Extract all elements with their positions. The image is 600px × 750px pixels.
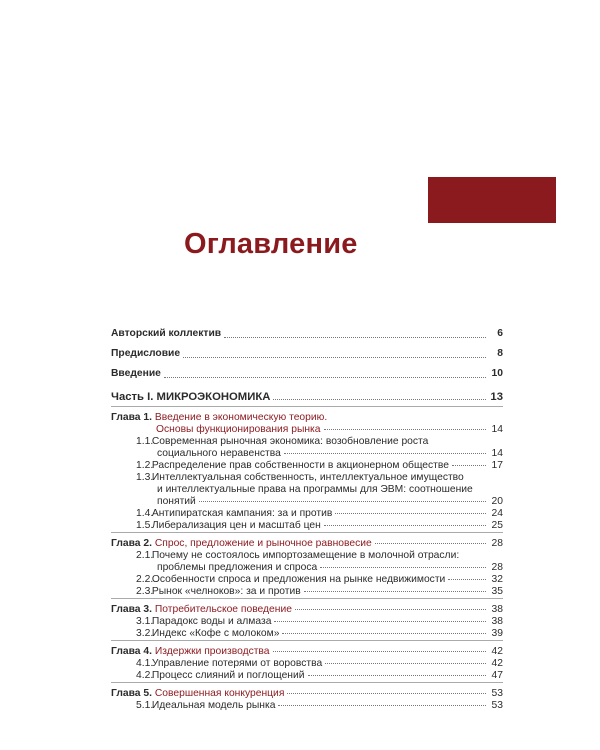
chapter-prefix: Глава 4. xyxy=(111,646,152,657)
toc-entry-section-4-1[interactable] xyxy=(111,658,503,670)
page-number: 39 xyxy=(491,628,503,639)
section-number: 4.1. xyxy=(136,658,154,669)
dot-leader xyxy=(287,693,486,694)
dot-leader xyxy=(308,675,487,676)
toc-entry-section-1-3-cont[interactable] xyxy=(111,484,503,496)
section-title: Индекс «Кофе с молоком» xyxy=(151,628,280,639)
divider xyxy=(111,640,503,641)
page-number: 53 xyxy=(491,700,503,711)
section-title: Управление потерями от воровства xyxy=(151,658,323,669)
toc-entry-section-4-2[interactable] xyxy=(111,670,503,682)
toc-entry-section-1-1[interactable] xyxy=(111,436,503,448)
section-title: Особенности спроса и предложения на рынке недвижимости xyxy=(151,574,446,585)
toc-entry-section-1-3[interactable] xyxy=(111,472,503,484)
section-title: и интеллектуальные права на программы для ЭВМ: соотношение xyxy=(157,484,473,495)
page-number: 17 xyxy=(491,460,503,471)
section-title: Процесс слияний и поглощений xyxy=(151,670,305,681)
section-title: проблемы предложения и спроса xyxy=(157,562,318,573)
toc-entry-section-1-4[interactable] xyxy=(111,508,503,520)
page-number: 28 xyxy=(491,538,503,549)
page-number: 25 xyxy=(491,520,503,531)
chapter-title: Введение в экономическую теорию. xyxy=(154,412,328,423)
chapter-prefix: Глава 3. xyxy=(111,604,152,615)
toc-entry-introduction[interactable] xyxy=(111,364,503,384)
section-number: 2.1. xyxy=(136,550,154,561)
section-number: 1.3. xyxy=(136,472,154,483)
dot-leader xyxy=(282,633,486,634)
dot-leader xyxy=(273,651,486,652)
chapter-title: Издержки производства xyxy=(154,646,270,657)
section-number: 4.2. xyxy=(136,670,154,681)
chapter-prefix: Глава 2. xyxy=(111,538,152,549)
toc-entry-section-2-1-cont[interactable] xyxy=(111,562,503,574)
toc-entry-chapter-2[interactable] xyxy=(111,538,503,550)
toc-entry-part-1[interactable] xyxy=(111,387,503,406)
section-number: 1.5. xyxy=(136,520,154,531)
chapter-5 xyxy=(111,688,503,712)
dot-leader xyxy=(324,429,487,430)
dot-leader xyxy=(278,705,486,706)
toc-entry-section-1-1-cont[interactable] xyxy=(111,448,503,460)
toc-entry-chapter-1-line1[interactable] xyxy=(111,412,503,424)
chapter-prefix: Глава 1. xyxy=(111,412,152,423)
dot-leader xyxy=(164,377,486,378)
page-number: 24 xyxy=(491,508,503,519)
toc-entry-chapter-1[interactable] xyxy=(111,424,503,436)
section-number: 3.2. xyxy=(136,628,154,639)
page-number: 35 xyxy=(491,586,503,597)
toc-entry-authors[interactable] xyxy=(111,324,503,344)
section-title: Рынок «челноков»: за и против xyxy=(151,586,301,597)
chapter-prefix: Глава 5. xyxy=(111,688,152,699)
section-title: Идеальная модель рынка xyxy=(151,700,276,711)
section-number: 1.4. xyxy=(136,508,154,519)
dot-leader xyxy=(452,465,486,466)
chapter-title: Совершенная конкуренция xyxy=(154,688,285,699)
page-number: 28 xyxy=(491,562,503,573)
chapter-1 xyxy=(111,412,503,532)
dot-leader xyxy=(284,453,486,454)
dot-leader xyxy=(335,513,486,514)
section-title: социального неравенства xyxy=(157,448,281,459)
toc-entry-preface[interactable] xyxy=(111,344,503,364)
toc-entry-section-3-2[interactable] xyxy=(111,628,503,640)
divider xyxy=(111,598,503,599)
toc-entry-section-2-2[interactable] xyxy=(111,574,503,586)
chapter-4 xyxy=(111,646,503,682)
divider xyxy=(111,406,503,407)
dot-leader xyxy=(304,591,486,592)
section-title: Интеллектуальная собственность, интеллектуальное имущество xyxy=(151,472,464,483)
page-number: 6 xyxy=(497,328,503,339)
page-number: 47 xyxy=(491,670,503,681)
toc-entry-label: Авторский коллектив xyxy=(111,328,222,339)
accent-block xyxy=(428,177,556,223)
page-number: 38 xyxy=(491,616,503,627)
toc-entry-chapter-4[interactable] xyxy=(111,646,503,658)
page-number: 20 xyxy=(491,496,503,507)
toc-entry-label: Введение xyxy=(111,368,161,379)
section-title: Современная рыночная экономика: возобновление роста xyxy=(151,436,429,447)
section-number: 3.1. xyxy=(136,616,154,627)
dot-leader xyxy=(375,543,486,544)
section-title: Антипиратская кампания: за и против xyxy=(151,508,333,519)
page-number: 53 xyxy=(491,688,503,699)
page-title: Оглавление xyxy=(184,228,358,260)
section-number: 1.1. xyxy=(136,436,154,447)
section-number: 2.3. xyxy=(136,586,154,597)
chapter-title: Спрос, предложение и рыночное равновесие xyxy=(154,538,372,549)
dot-leader xyxy=(274,621,486,622)
toc-entry-section-1-2[interactable] xyxy=(111,460,503,472)
chapter-title: Потребительское поведение xyxy=(154,604,292,615)
dot-leader xyxy=(273,399,486,400)
toc-entry-chapter-5[interactable] xyxy=(111,688,503,700)
page-number: 38 xyxy=(491,604,503,615)
toc-entry-section-1-3-cont2[interactable] xyxy=(111,496,503,508)
dot-leader xyxy=(448,579,486,580)
dot-leader xyxy=(325,663,486,664)
page-number: 42 xyxy=(491,646,503,657)
page-number: 14 xyxy=(491,448,503,459)
chapter-2 xyxy=(111,538,503,598)
dot-leader xyxy=(199,501,486,502)
toc-entry-section-3-1[interactable] xyxy=(111,616,503,628)
page-number: 10 xyxy=(491,368,503,379)
section-title: Распределение прав собственности в акционерном обществе xyxy=(151,460,449,471)
page-number: 13 xyxy=(490,390,503,403)
toc-entry-section-1-5[interactable] xyxy=(111,520,503,532)
section-title: Почему не состоялось импортозамещение в молочной отрасли: xyxy=(151,550,460,561)
toc-entry-section-5-1[interactable] xyxy=(111,700,503,712)
page-number: 42 xyxy=(491,658,503,669)
divider xyxy=(111,682,503,683)
section-number: 2.2. xyxy=(136,574,154,585)
chapter-title: Основы функционирования рынка xyxy=(156,424,321,435)
dot-leader xyxy=(295,609,486,610)
toc-entry-label: Предисловие xyxy=(111,348,181,359)
table-of-contents xyxy=(111,324,503,712)
dot-leader xyxy=(224,337,486,338)
dot-leader xyxy=(320,567,486,568)
page-number: 8 xyxy=(497,348,503,359)
toc-entry-section-2-1[interactable] xyxy=(111,550,503,562)
toc-entry-label: Часть I. МИКРОЭКОНОМИКА xyxy=(111,390,271,403)
dot-leader xyxy=(324,525,486,526)
page-number: 32 xyxy=(491,574,503,585)
chapter-3 xyxy=(111,604,503,640)
toc-entry-section-2-3[interactable] xyxy=(111,586,503,598)
section-number: 5.1. xyxy=(136,700,154,711)
section-title: понятий xyxy=(157,496,196,507)
section-number: 1.2. xyxy=(136,460,154,471)
toc-entry-chapter-3[interactable] xyxy=(111,604,503,616)
dot-leader xyxy=(183,357,486,358)
section-title: Либерализация цен и масштаб цен xyxy=(151,520,321,531)
page-number: 14 xyxy=(491,424,503,435)
section-title: Парадокс воды и алмаза xyxy=(151,616,272,627)
divider xyxy=(111,532,503,533)
